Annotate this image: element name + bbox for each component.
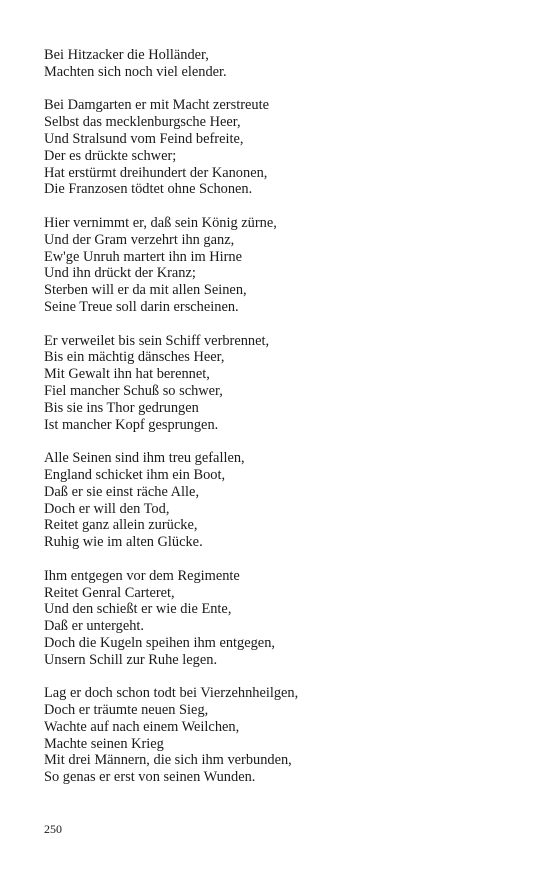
- poem-line: Mit drei Männern, die sich ihm verbunden,: [44, 752, 292, 769]
- stanza-5: [44, 450, 524, 551]
- poem-line: Wachte auf nach einem Weilchen,: [44, 718, 240, 735]
- poem-line: Daß er untergeht.: [44, 618, 145, 635]
- poem-line: Er verweilet bis sein Schiff verbrennet,: [44, 332, 270, 349]
- poem-line: Mit Gewalt ihn hat berennet,: [44, 366, 210, 383]
- poem-line: Doch er will den Tod,: [44, 500, 170, 517]
- poem-line: Machte seinen Krieg: [44, 735, 164, 752]
- poem-line: Und den schießt er wie die Ente,: [44, 601, 232, 618]
- stanza-1: [44, 47, 524, 81]
- stanza-4: [44, 333, 524, 434]
- poem-line: Ihm entgegen vor dem Regimente: [44, 567, 240, 584]
- poem-line: Lag er doch schon todt bei Vierzehnheilgen,: [44, 685, 299, 702]
- poem-line: Selbst das mecklenburgsche Heer,: [44, 114, 241, 131]
- poem-line: Der es drückte schwer;: [44, 147, 177, 164]
- poem-line: Und der Gram verzehrt ihn ganz,: [44, 231, 235, 248]
- poem-line: Ist mancher Kopf gesprungen.: [44, 416, 219, 433]
- poem-line: Doch er träumte neuen Sieg,: [44, 702, 209, 719]
- poem-line: Ew'ge Unruh martert ihn im Hirne: [44, 248, 243, 265]
- page-number: 250: [44, 822, 62, 836]
- poem-line: Hier vernimmt er, daß sein König zürne,: [44, 214, 277, 231]
- stanza-6: [44, 568, 524, 669]
- poem-line: Seine Treue soll darin erscheinen.: [44, 298, 239, 315]
- poem-line: Alle Seinen sind ihm treu gefallen,: [44, 450, 245, 467]
- poem-line: Daß er sie einst räche Alle,: [44, 483, 200, 500]
- stanza-7: [44, 685, 524, 786]
- poem-line: England schicket ihm ein Boot,: [44, 466, 226, 483]
- poem-line: Hat erstürmt dreihundert der Kanonen,: [44, 164, 268, 181]
- poem-line: Fiel mancher Schuß so schwer,: [44, 382, 223, 399]
- poem-line: Bis sie ins Thor gedrungen: [44, 399, 199, 416]
- poem-line: Unsern Schill zur Ruhe legen.: [44, 651, 218, 668]
- poem-line: Bei Damgarten er mit Macht zerstreute: [44, 97, 269, 114]
- poem-line: Sterben will er da mit allen Seinen,: [44, 282, 247, 299]
- poem-line: Reitet ganz allein zurücke,: [44, 517, 198, 534]
- poem-line: Die Franzosen tödtet ohne Schonen.: [44, 181, 253, 198]
- poem-line: Bei Hitzacker die Holländer,: [44, 47, 209, 63]
- poem-line: Machten sich noch viel elender.: [44, 63, 227, 80]
- poem-line: Bis ein mächtig dänsches Heer,: [44, 349, 225, 366]
- poem-line: Ruhig wie im alten Glücke.: [44, 534, 203, 551]
- poem-line: Reitet Genral Carteret,: [44, 584, 175, 601]
- poem-body: [44, 47, 524, 803]
- stanza-3: [44, 215, 524, 316]
- poem-line: Und ihn drückt der Kranz;: [44, 265, 196, 282]
- poem-line: So genas er erst von seinen Wunden.: [44, 769, 256, 786]
- poem-line: Und Stralsund vom Feind befreite,: [44, 130, 244, 147]
- stanza-2: [44, 97, 524, 198]
- poem-line: Doch die Kugeln speihen ihm entgegen,: [44, 634, 275, 651]
